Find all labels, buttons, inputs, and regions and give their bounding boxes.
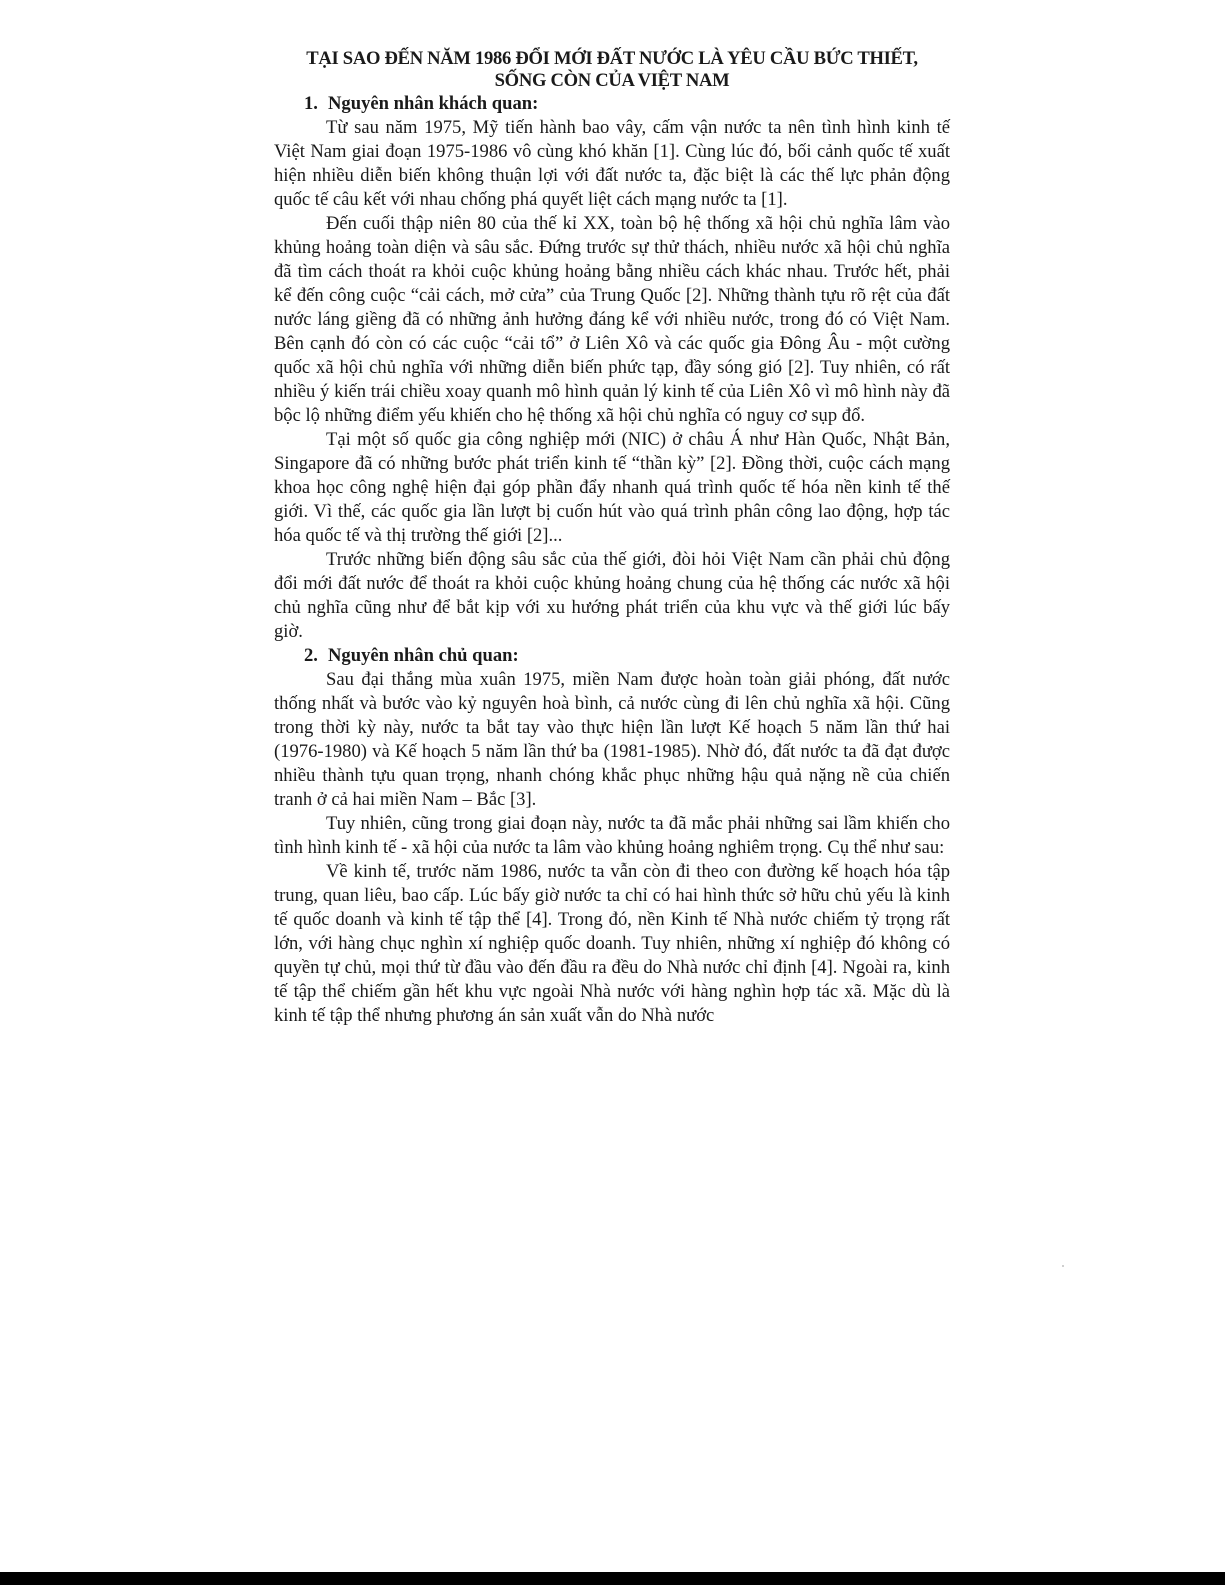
- document-page: [274, 48, 950, 1028]
- document-title-line-1: TẠI SAO ĐẾN NĂM 1986 ĐỔI MỚI ĐẤT NƯỚC LÀ YÊU CẦU BỨC THIẾT,: [306, 48, 918, 69]
- document-title-line-2: SỐNG CÒN CỦA VIỆT NAM: [494, 70, 730, 91]
- paragraph: Tuy nhiên, cũng trong giai đoạn này, nước ta đã mắc phải những sai lầm khiến cho tình hình kinh tế - xã hội của nước ta lâm vào khủng hoảng nghiêm trọng. Cụ thể như sau:: [274, 813, 950, 858]
- section-number: 1.: [304, 93, 318, 114]
- paragraph: Tại một số quốc gia công nghiệp mới (NIC) ở châu Á như Hàn Quốc, Nhật Bản, Singapore đã có những bước phát triển kinh tế “thần kỳ” [2]. Đồng thời, cuộc cách mạng khoa học công nghệ hiện đại góp phần đẩy nhanh quá trình quốc tế hóa nền kinh tế thế giới. Vì thế, các quốc gia lần lượt bị cuốn hút vào quá trình phân công lao động, hợp tác hóa quốc tế và thị trường thế giới [2]...: [274, 429, 950, 546]
- section-heading-subjective: [274, 644, 950, 668]
- paragraph: Sau đại thắng mùa xuân 1975, miền Nam được hoàn toàn giải phóng, đất nước thống nhất và bước vào kỷ nguyên hoà bình, cả nước cùng đi lên chủ nghĩa xã hội. Cũng trong thời kỳ này, nước ta bắt tay vào thực hiện lần lượt Kế hoạch 5 năm lần thứ hai (1976-1980) và Kế hoạch 5 năm lần thứ ba (1981-1985). Nhờ đó, đất nước ta đã đạt được nhiều thành tựu quan trọng, nhanh chóng khắc phục những hậu quả nặng nề của chiến tranh ở cả hai miền Nam – Bắc [3].: [274, 669, 950, 810]
- paragraph: Trước những biến động sâu sắc của thế giới, đòi hỏi Việt Nam cần phải chủ động đổi mới đất nước để thoát ra khỏi cuộc khủng hoảng chung của hệ thống các nước xã hội chủ nghĩa cũng như để bắt kịp với xu hướng phát triển của khu vực và thế giới lúc bấy giờ.: [274, 549, 950, 642]
- section-heading-text: Nguyên nhân khách quan:: [328, 93, 539, 114]
- paragraph: Về kinh tế, trước năm 1986, nước ta vẫn còn đi theo con đường kế hoạch hóa tập trung, quan liêu, bao cấp. Lúc bấy giờ nước ta chỉ có hai hình thức sở hữu chủ yếu là kinh tế quốc doanh và kinh tế tập thể [4]. Trong đó, nền Kinh tế Nhà nước chiếm tỷ trọng rất lớn, với hàng chục nghìn xí nghiệp quốc doanh. Tuy nhiên, những xí nghiệp đó không có quyền tự chủ, mọi thứ từ đầu vào đến đầu ra đều do Nhà nước chỉ định [4]. Ngoài ra, kinh tế tập thể chiếm gần hết khu vực ngoài Nhà nước với hàng nghìn hợp tác xã. Mặc dù là kinh tế tập thể nhưng phương án sản xuất vẫn do Nhà nước: [274, 861, 950, 1026]
- section-heading-text: Nguyên nhân chủ quan:: [328, 645, 519, 666]
- section-number: 2.: [304, 645, 318, 666]
- paragraph: Đến cuối thập niên 80 của thế kỉ XX, toàn bộ hệ thống xã hội chủ nghĩa lâm vào khủng hoảng toàn diện và sâu sắc. Đứng trước sự thử thách, nhiều nước xã hội chủ nghĩa đã tìm cách thoát ra khỏi cuộc khủng hoảng bằng nhiều cách khác nhau. Trước hết, phải kể đến công cuộc “cải cách, mở cửa” của Trung Quốc [2]. Những thành tựu rõ rệt của đất nước láng giềng đã có những ảnh hưởng đáng kể với nhiều nước, trong đó có Việt Nam. Bên cạnh đó còn có các cuộc “cải tổ” ở Liên Xô và các quốc gia Đông Âu - một cường quốc xã hội chủ nghĩa với những diễn biến phức tạp, đầy sóng gió [2]. Tuy nhiên, có rất nhiều ý kiến trái chiều xoay quanh mô hình quản lý kinh tế của Liên Xô vì mô hình này đã bộc lộ những điểm yếu khiến cho hệ thống xã hội chủ nghĩa có nguy cơ sụp đổ.: [274, 213, 950, 426]
- scan-speck: [1062, 1265, 1064, 1267]
- paragraph: Từ sau năm 1975, Mỹ tiến hành bao vây, cấm vận nước ta nên tình hình kinh tế Việt Nam giai đoạn 1975-1986 vô cùng khó khăn [1]. Cùng lúc đó, bối cảnh quốc tế xuất hiện nhiều diễn biến không thuận lợi với đất nước ta, đặc biệt là các thế lực phản động quốc tế câu kết với nhau chống phá quyết liệt cách mạng nước ta [1].: [274, 117, 950, 210]
- bottom-edge-bar: [0, 1572, 1225, 1585]
- section-heading-objective: [274, 92, 950, 116]
